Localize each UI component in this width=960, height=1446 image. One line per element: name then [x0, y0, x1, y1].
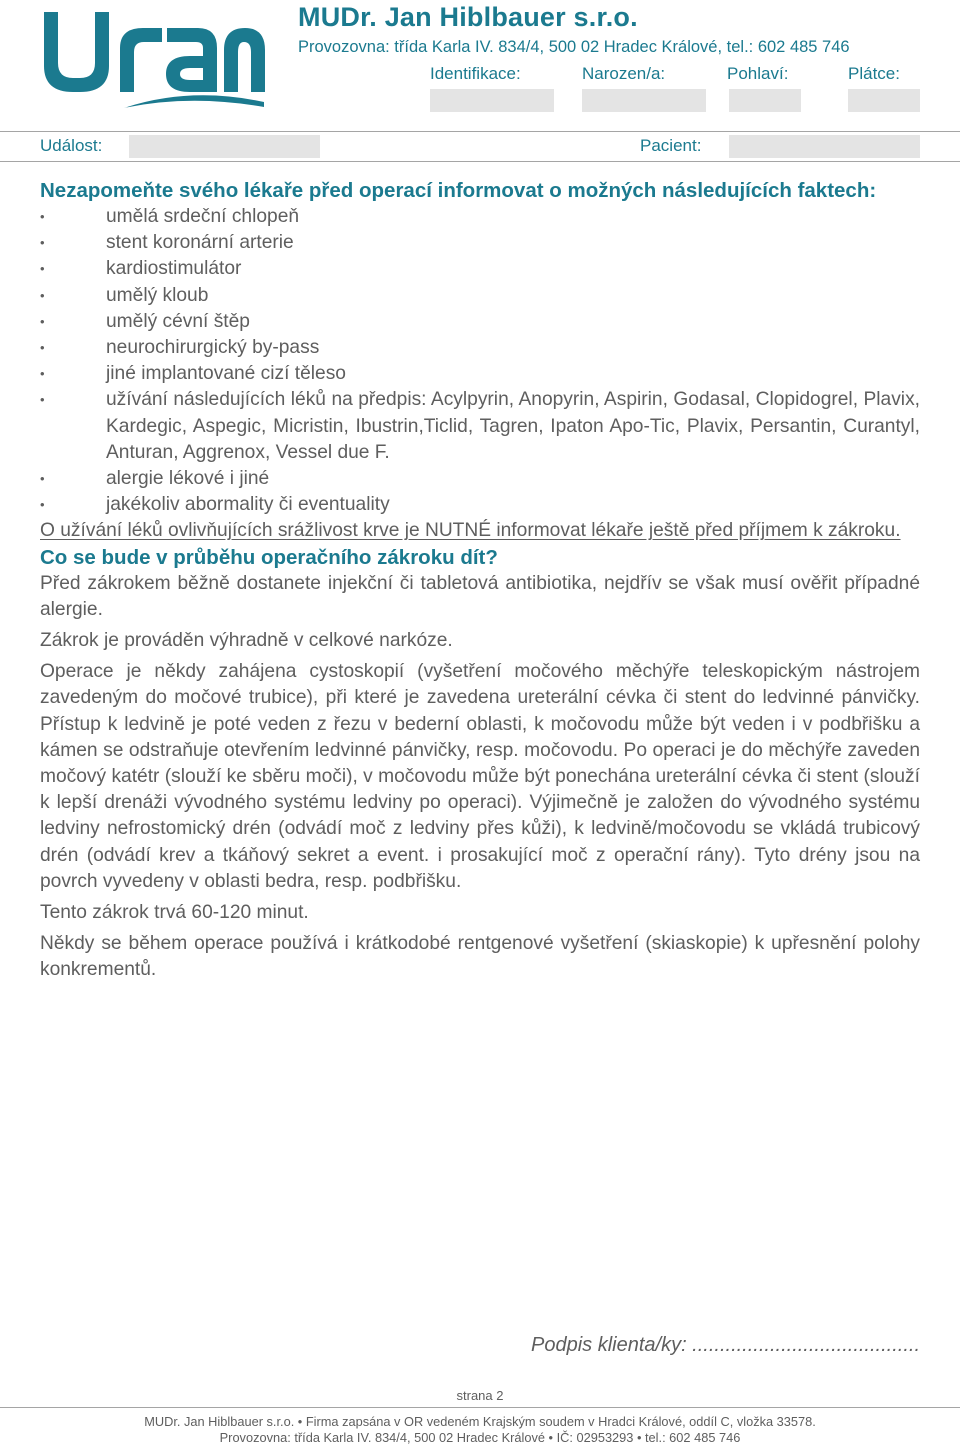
clinic-address: Provozovna: třída Karla IV. 834/4, 500 02 Hradec Králové, tel.: 602 485 746	[298, 38, 850, 56]
header-top-rule	[0, 131, 960, 132]
checklist-item-medications: • užívání následujících léků na předpis: Acylpyrin, Anopyrin, Aspirin, Godasal, Clopidogrel, Plavix, Kardegic, Aspegic, Micristin, Ibustrin,Ticlid, Tagren, Ipaton Apo-Tic, Plavix, Persantin, Curantyl, Anturan, Aggrenox, Vessel due F.	[40, 387, 920, 466]
checklist-item: • kardiostimulátor	[40, 256, 920, 282]
sex-label: Pohlaví:	[727, 64, 789, 83]
client-signature-line: Podpis klienta/ky: .........................................	[530, 1334, 920, 1356]
duration-paragraph: Tento zákrok trvá 60-120 minut.	[40, 902, 309, 924]
checklist-heading: Nezapomeňte svého lékaře před operací informovat o možných následujících faktech:	[40, 179, 877, 202]
birth-label: Narozen/a:	[582, 64, 666, 83]
payer-label: Plátce:	[848, 64, 900, 83]
anesthesia-paragraph: Zákrok je prováděn výhradně v celkové narkóze.	[40, 630, 453, 652]
birth-field[interactable]	[582, 89, 706, 112]
footer-contact-info: Provozovna: třída Karla IV. 834/4, 500 02 Hradec Králové • IČ: 02953293 • tel.: 602 485 746	[219, 1430, 741, 1445]
antibiotics-paragraph: Před zákrokem běžně dostanete injekční či tabletová antibiotika, nejdřív se však musí ověřit případné alergie.	[40, 572, 920, 620]
page-number: strana 2	[456, 1388, 504, 1403]
event-field[interactable]	[129, 135, 320, 158]
checklist-item: • stent koronární arterie	[40, 230, 920, 256]
identification-field[interactable]	[430, 89, 554, 112]
checklist-item: • alergie lékové i jiné	[40, 466, 920, 492]
procedure-paragraph: Operace je někdy zahájena cystoskopií (vyšetření močového měchýře teleskopickým nástrojem zavedeným do močové trubice), při které je zavedena ureterální cévka či stent do ledvinné pánvičky. Přístup k ledvině je poté veden z řezu v bederní oblasti, k močovodu může být veden i v podbřišku a kámen se odstraňuje otevřením ledvinné pánvičky, resp. močovodu. Po operaci je do měchýře zaveden močový katétr (slouží ke sběru moči), v močovodu může být ponechána ureterální cévka či stent (slouží k lepší drenáži vývodného systému ledviny po operaci). Výjimečně je založen do vývodného systému ledviny nefrostomický drén (odvádí moč z ledviny přes kůži), k ledvině/močovodu se vkládá trubicový drén (odvádí krev a tkáňový sekret a event. i prosakující moč z operační rány). Tyto drény jsou na povrch vyvedeny v oblasti bedra, resp. podbřišku.	[40, 661, 920, 892]
anticoagulant-notice: O užívání léků ovlivňujících srážlivost krve je NUTNÉ informovat lékaře ještě před příjmem k zákroku.	[40, 520, 901, 542]
uran-logo	[40, 8, 265, 108]
uran-logo-graphic	[40, 8, 265, 108]
checklist-item: • umělý cévní štěp	[40, 309, 920, 335]
identification-label: Identifikace:	[430, 64, 521, 83]
xray-paragraph: Někdy se během operace používá i krátkodobé rentgenové vyšetření (skiaskopie) k upřesnění polohy konkrementů.	[40, 933, 920, 981]
sex-field[interactable]	[729, 89, 801, 112]
checklist-item: • jiné implantované cizí těleso	[40, 361, 920, 387]
checklist-item: • umělá srdeční chlopeň	[40, 204, 920, 230]
footer-company-info: MUDr. Jan Hiblbauer s.r.o. • Firma zapsána v OR vedeném Krajským soudem v Hradci Králové, oddíl C, vložka 33578.	[144, 1414, 816, 1429]
payer-field[interactable]	[848, 89, 920, 112]
checklist-item: • neurochirurgický by-pass	[40, 335, 920, 361]
checklist	[40, 204, 920, 518]
main-content	[40, 178, 920, 984]
patient-label: Pacient:	[640, 136, 702, 155]
header-bottom-rule	[0, 161, 960, 162]
checklist-item: • jakékoliv abormality či eventuality	[40, 492, 920, 518]
procedure-heading: Co se bude v průběhu operačního zákroku dít?	[40, 545, 498, 569]
event-label: Událost:	[40, 136, 103, 155]
clinic-name: MUDr. Jan Hiblbauer s.r.o.	[298, 2, 638, 32]
checklist-item: • umělý kloub	[40, 283, 920, 309]
footer-rule	[0, 1407, 960, 1408]
patient-field[interactable]	[729, 135, 920, 158]
